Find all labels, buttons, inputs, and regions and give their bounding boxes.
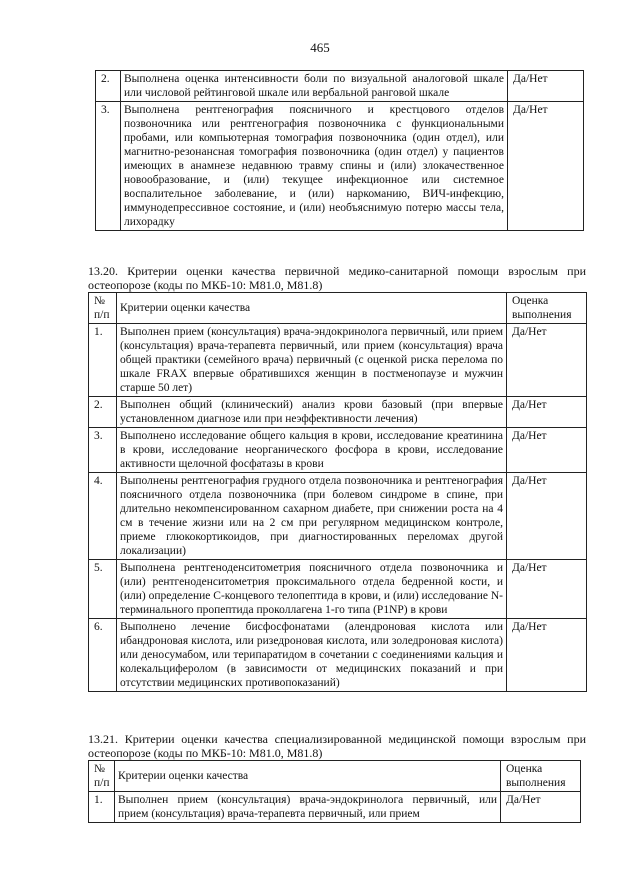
row-number: 3. [96, 102, 121, 231]
row-number: 2. [96, 71, 121, 102]
result-value: Да/Нет [508, 102, 584, 231]
column-header-result: Оценка выполнения [501, 761, 581, 792]
table-row [96, 102, 584, 231]
section-title-13-20: 13.20. Критерии оценки качества первичной медико-санитарной помощи взрослым при остеопорозе (коды по МКБ-10: M81.0, M81.8) [88, 264, 586, 293]
table-row [89, 428, 587, 473]
result-value: Да/Нет [507, 619, 587, 692]
criteria-table-continued [95, 70, 584, 231]
result-value: Да/Нет [507, 560, 587, 619]
table-row [89, 473, 587, 560]
table-row [89, 324, 587, 397]
table-header-row [89, 761, 581, 792]
table-header-row [89, 293, 587, 324]
table-row [89, 619, 587, 692]
result-value: Да/Нет [508, 71, 584, 102]
row-number: 3. [89, 428, 117, 473]
table-row [89, 792, 581, 823]
criteria-text: Выполнена рентгенография поясничного и крестцового отделов позвоночника или рентгенография позвоночника с функциональными пробами, или компьютерная томография позвоночника (один отдел), или магнитно-резонансная томография позвоночника (один отдел) у пациентов имеющих в анамнезе недавнюю травму спины и (или) злокачественное новообразование, и (или) текущее инфекционное или системное воспалительное заболевание, и (или) наркоманию, ВИЧ-инфекцию, иммунодепрессивное состояние, и (или) необъяснимую потерю массы тела, лихорадку [121, 102, 508, 231]
row-number: 4. [89, 473, 117, 560]
criteria-text: Выполнена оценка интенсивности боли по визуальной аналоговой шкале или числовой рейтинговой шкале или вербальной ранговой шкале [121, 71, 508, 102]
row-number: 1. [89, 792, 115, 823]
criteria-text: Выполнено лечение бисфосфонатами (алендроновая кислота или ибандроновая кислота, или ризедроновая кислота, или золедроновая кислота) или деносумабом, или терипаратидом в сочетании с соединениями кальция и колекальциферолом (в зависимости от медицинских показаний и при отсутствии медицинских противопоказаний) [117, 619, 507, 692]
row-number: 5. [89, 560, 117, 619]
column-header-number: № п/п [89, 293, 117, 324]
page-number: 465 [310, 40, 330, 55]
criteria-text: Выполнен прием (консультация) врача-эндокринолога первичный, или прием (консультация) врача-терапевта первичный, или прием (консультация) врача общей практики (семейного врача) первичный (с оценкой риска перелома по шкале FRAX впервые обратившихся женщин в постменопаузе и мужчин старше 50 лет) [117, 324, 507, 397]
result-value: Да/Нет [507, 324, 587, 397]
table-row [89, 397, 587, 428]
row-number: 1. [89, 324, 117, 397]
criteria-text: Выполнены рентгенография грудного отдела позвоночника и рентгенография поясничного отдела позвоночника (при болевом синдроме в спине, при длительно некомпенсированном сахарном диабете, при снижении роста на 4 см в течение жизни или на 2 см при регулярном медицинском контроле, приеме глюкокортикоидов, при диагностированных переломах другой локализации) [117, 473, 507, 560]
column-header-number: № п/п [89, 761, 115, 792]
column-header-result: Оценка выполнения [507, 293, 587, 324]
result-value: Да/Нет [507, 428, 587, 473]
row-number: 2. [89, 397, 117, 428]
criteria-text: Выполнен общий (клинический) анализ крови базовый (при впервые установленном диагнозе или при неэффективности лечения) [117, 397, 507, 428]
table-row [96, 71, 584, 102]
result-value: Да/Нет [507, 397, 587, 428]
column-header-criteria: Критерии оценки качества [117, 293, 507, 324]
column-header-criteria: Критерии оценки качества [115, 761, 501, 792]
result-value: Да/Нет [501, 792, 581, 823]
criteria-table-13-21 [88, 760, 581, 823]
section-title-13-21: 13.21. Критерии оценки качества специализированной медицинской помощи взрослым при остеопорозе (коды по МКБ-10: M81.0, M81.8) [88, 732, 586, 761]
criteria-text: Выполнена рентгеноденситометрия поясничного отдела позвоночника и (или) рентгеноденситометрия проксимального отдела бедренной кости, и (или) определение С-концевого телопептида в крови, и (или) исследование N-терминального пропептида проколлагена 1-го типа (P1NP) в крови [117, 560, 507, 619]
criteria-text: Выполнен прием (консультация) врача-эндокринолога первичный, или прием (консультация) врача-терапевта первичный, или прием [115, 792, 501, 823]
row-number: 6. [89, 619, 117, 692]
table-row [89, 560, 587, 619]
criteria-table-13-20 [88, 292, 587, 692]
criteria-text: Выполнено исследование общего кальция в крови, исследование креатинина в крови, исследование неорганического фосфора в крови, исследование активности щелочной фосфатазы в крови [117, 428, 507, 473]
result-value: Да/Нет [507, 473, 587, 560]
